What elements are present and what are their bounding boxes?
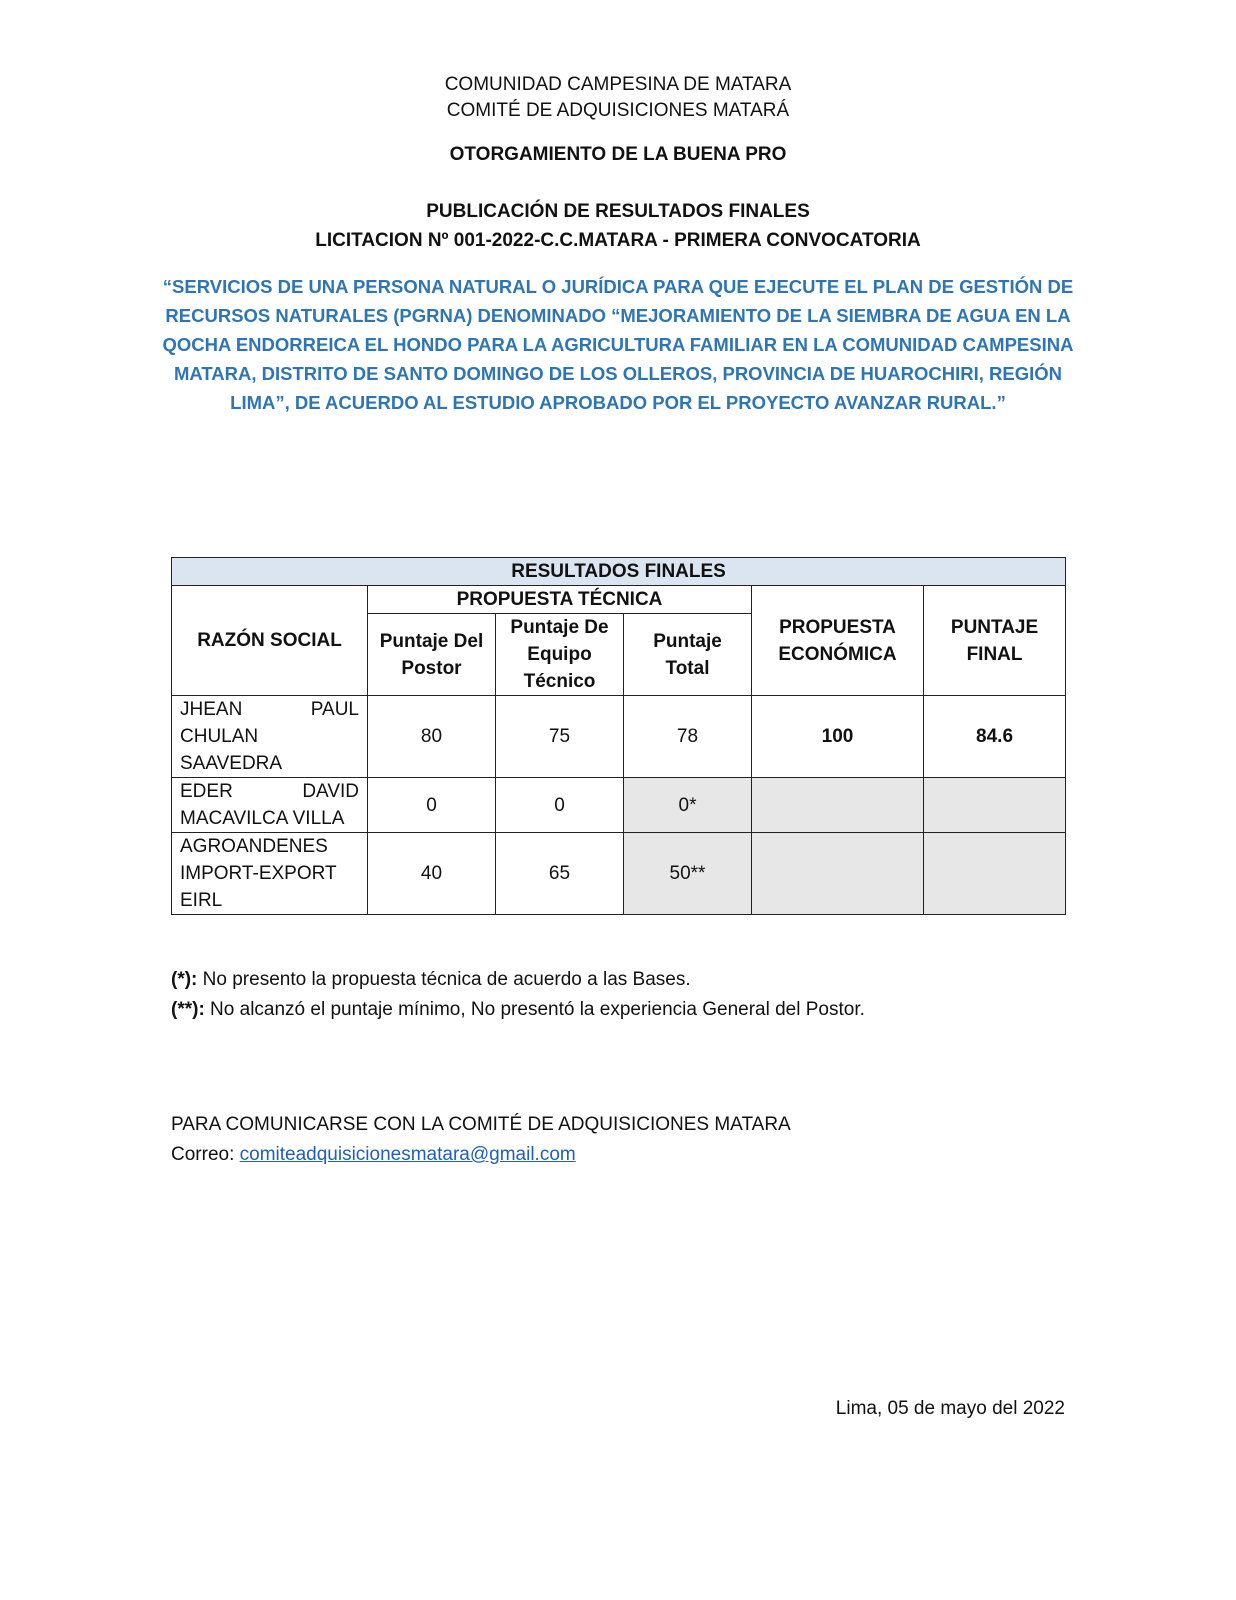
document-date: Lima, 05 de mayo del 2022: [835, 1398, 1065, 1419]
table-row: [172, 696, 1066, 778]
cell-final: [924, 778, 1066, 833]
cell-postor: 40: [368, 833, 496, 915]
email-link[interactable]: comiteadquisicionesmatara@gmail.com: [239, 1144, 576, 1165]
results-table: [171, 557, 1066, 915]
cell-total: 78: [624, 696, 752, 778]
cell-total: 50**: [624, 833, 752, 915]
header-puntaje-total: Puntaje Total: [624, 614, 752, 696]
cell-economica: [752, 833, 924, 915]
cell-postor: 80: [368, 696, 496, 778]
cell-equipo: 0: [496, 778, 624, 833]
table-header-row: [172, 586, 1066, 614]
footnote-1: [171, 965, 865, 995]
results-subtitle: PUBLICACIÓN DE RESULTADOS FINALES: [426, 201, 810, 222]
table-row: [172, 833, 1066, 915]
cell-final: [924, 833, 1066, 915]
cell-economica: [752, 778, 924, 833]
contact-block: [171, 1110, 791, 1170]
email-label: Correo:: [171, 1144, 240, 1165]
footnote-text: No alcanzó el puntaje mínimo, No presentó la experiencia General del Postor.: [204, 999, 865, 1020]
header-puntaje-postor: Puntaje Del Postor: [368, 614, 496, 696]
footnote-text: No presento la propuesta técnica de acuerdo a las Bases.: [197, 969, 691, 990]
contact-email-line: [171, 1140, 791, 1170]
header-puntaje-equipo: Puntaje De Equipo Técnico: [496, 614, 624, 696]
tender-subtitle: LICITACION Nº 001-2022-C.C.MATARA - PRIMERA CONVOCATORIA: [315, 230, 921, 251]
footnotes: [171, 965, 865, 1025]
cell-economica: 100: [752, 696, 924, 778]
cell-total: 0*: [624, 778, 752, 833]
cell-razon: AGROANDENES IMPORT-EXPORT EIRL: [172, 833, 368, 915]
header-propuesta-tecnica: PROPUESTA TÉCNICA: [368, 586, 752, 614]
cell-final: 84.6: [924, 696, 1066, 778]
cell-equipo: 65: [496, 833, 624, 915]
footnote-mark: (*):: [171, 969, 198, 990]
cell-postor: 0: [368, 778, 496, 833]
tender-subject: “SERVICIOS DE UNA PERSONA NATURAL O JURÍDICA PARA QUE EJECUTE EL PLAN DE GESTIÓN DE RECURSOS NATURALES (PGRNA) DENOMINADO “MEJORAMIENTO DE LA SIEMBRA DE AGUA EN LA QOCHA ENDORREICA EL HONDO PARA LA AGRICULTURA FAMILIAR EN LA COMUNIDAD CAMPESINA MATARA, DISTRITO DE SANTO DOMINGO DE LOS OLLEROS, PROVINCIA DE HUAROCHIRI, REGIÓN LIMA”, DE ACUERDO AL ESTUDIO APROBADO POR EL PROYECTO AVANZAR RURAL.”: [162, 276, 1074, 413]
footnote-2: [171, 995, 865, 1025]
cell-razon: EDER DAVID MACAVILCA VILLA: [172, 778, 368, 833]
cell-razon: JHEAN PAUL CHULAN SAAVEDRA: [172, 696, 368, 778]
header-puntaje-final: PUNTAJE FINAL: [924, 586, 1066, 696]
table-row: [172, 778, 1066, 833]
contact-line: PARA COMUNICARSE CON LA COMITÉ DE ADQUISICIONES MATARA: [171, 1114, 791, 1135]
table-title-row: [172, 558, 1066, 586]
footnote-mark: (**):: [171, 999, 205, 1020]
header-propuesta-economica: PROPUESTA ECONÓMICA: [752, 586, 924, 696]
org-line-2: COMITÉ DE ADQUISICIONES MATARÁ: [446, 100, 790, 121]
cell-equipo: 75: [496, 696, 624, 778]
table-title: RESULTADOS FINALES: [172, 558, 1066, 586]
header-razon-social: RAZÓN SOCIAL: [172, 586, 368, 696]
org-line-1: COMUNIDAD CAMPESINA DE MATARA: [444, 74, 792, 95]
document-title: OTORGAMIENTO DE LA BUENA PRO: [449, 144, 787, 165]
